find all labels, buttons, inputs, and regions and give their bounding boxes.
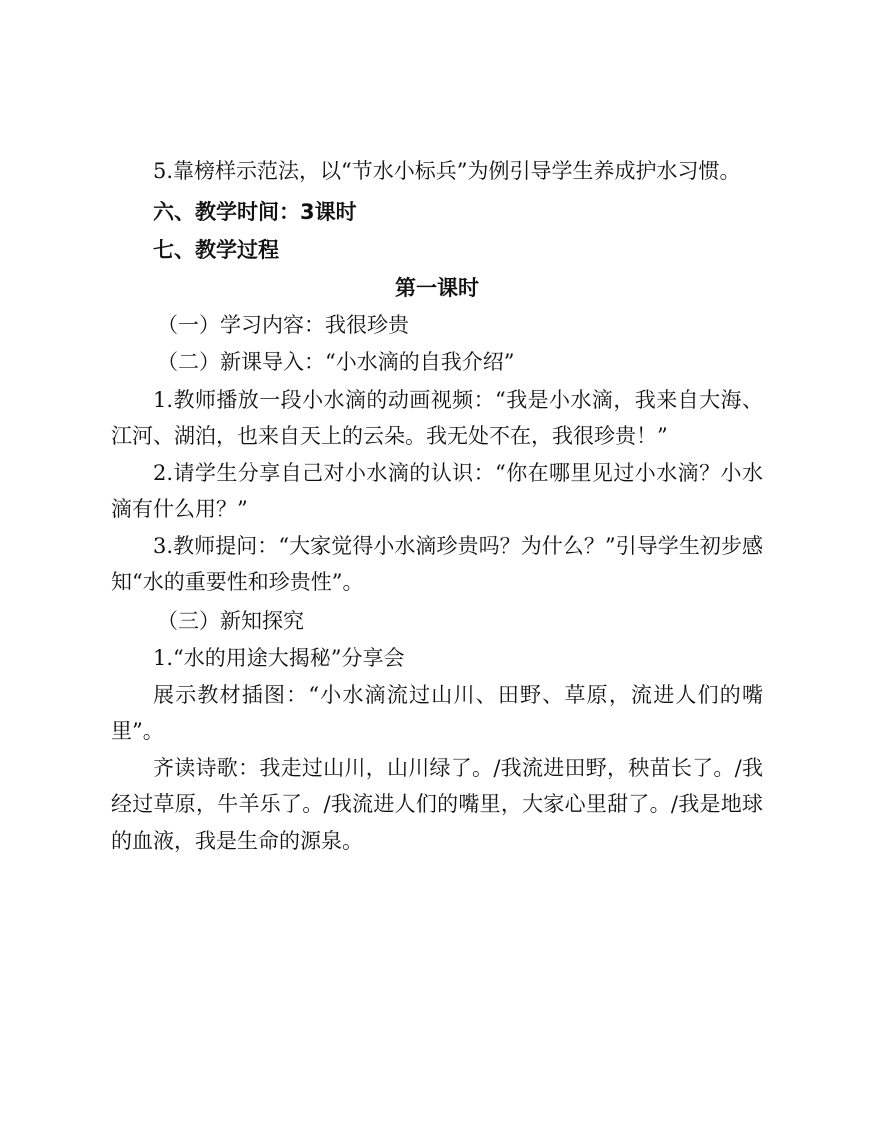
lesson-title: 第一课时: [395, 275, 479, 300]
paragraph-teacher-question: 3.教师提问：“大家觉得小水滴珍贵吗？为什么？”引导学生初步感知“水的重要性和珍贵性”。: [111, 533, 763, 594]
heading-teaching-process: 七、教学过程: [153, 237, 279, 262]
paragraph-poem-reading: 齐读诗歌：我走过山川，山川绿了。/我流进田野，秧苗长了。/我经过草原，牛羊乐了。/我流进人们的嘴里，大家心里甜了。/我是地球的血液，我是生命的源泉。: [111, 755, 763, 853]
section-lesson-introduction: （二）新课导入：“小水滴的自我介绍”: [157, 350, 515, 374]
section-learning-content: （一）学习内容：我很珍贵: [157, 312, 409, 337]
section-new-knowledge: （三）新知探究: [157, 608, 304, 633]
paragraph-water-uses-title: 1.“水的用途大揭秘”分享会: [153, 646, 405, 670]
paragraph-animation-video: 1.教师播放一段小水滴的动画视频：“我是小水滴，我来自大海、江河、湖泊，也来自天上的云朵。我无处不在，我很珍贵！”: [111, 387, 763, 448]
document-body: [111, 153, 763, 859]
paragraph-textbook-illustration: 展示教材插图：“小水滴流过山川、田野、草原，流进人们的嘴里”。: [111, 682, 763, 743]
paragraph-role-model-method: 5.靠榜样示范法，以“节水小标兵”为例引导学生养成护水习惯。: [153, 159, 741, 183]
heading-teaching-time: 六、教学时间：3课时: [153, 199, 357, 224]
paragraph-student-sharing: 2.请学生分享自己对小水滴的认识：“你在哪里见过小水滴？小水滴有什么用？”: [111, 460, 763, 521]
